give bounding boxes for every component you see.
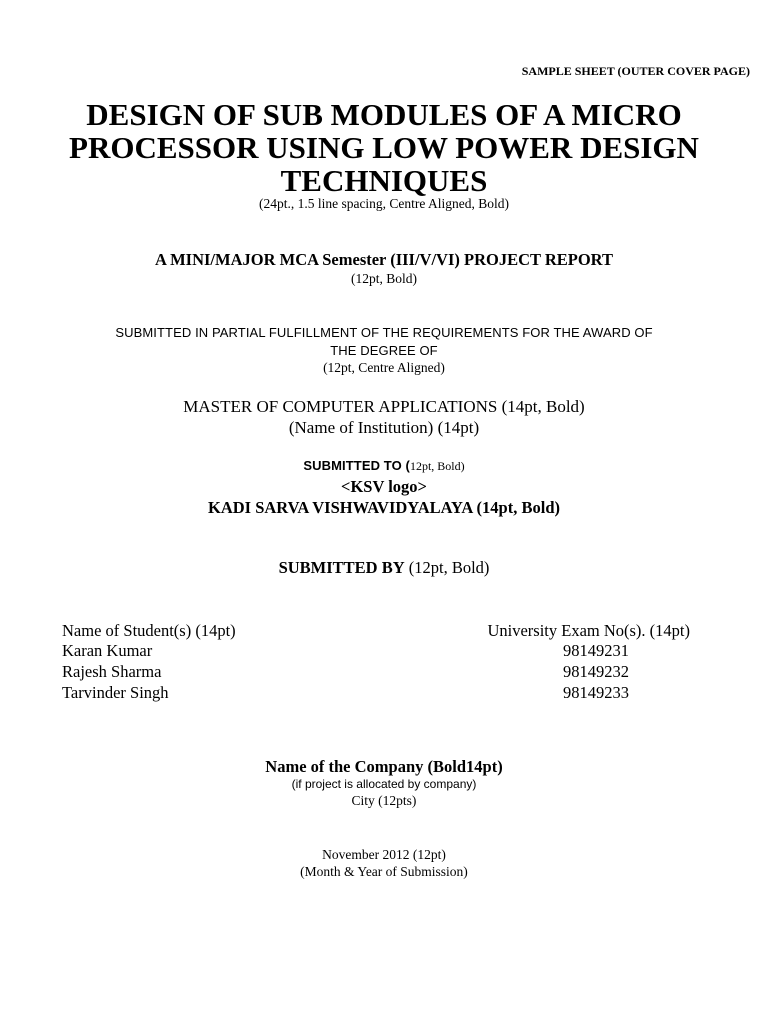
exam-number-header: University Exam No(s). (14pt) — [487, 621, 690, 640]
student-exam-number: 98149231 — [563, 641, 629, 660]
submitted-to-note: 12pt, Bold) — [409, 459, 465, 473]
university-name: KADI SARVA VISHWAVIDYALAYA (14pt, Bold) — [207, 498, 560, 517]
submitted-to-line — [0, 457, 768, 475]
degree-name — [0, 397, 768, 417]
submission-format-note: (12pt, Centre Aligned) — [323, 360, 445, 375]
student-name: Tarvinder Singh — [62, 683, 169, 702]
sample-sheet-label: SAMPLE SHEET (OUTER COVER PAGE) — [521, 64, 750, 78]
project-title — [0, 98, 768, 197]
company-note: (if project is allocated by company) — [291, 777, 477, 791]
report-heading: A MINI/MAJOR MCA Semester (III/V/VI) PROJECT REPORT — [154, 250, 614, 269]
project-title-line-1: DESIGN OF SUB MODULES OF A MICRO — [86, 97, 682, 132]
submission-line-2: THE DEGREE OF — [330, 343, 438, 358]
ksv-logo-placeholder: <KSV logo> — [341, 477, 427, 496]
student-name: Rajesh Sharma — [62, 662, 162, 681]
submission-month-year: November 2012 (12pt) — [322, 847, 446, 862]
institution-line: (Name of Institution) (14pt) — [288, 418, 480, 437]
submission-date-note: (Month & Year of Submission) — [300, 864, 468, 879]
submitted-by-note: (12pt, Bold) — [404, 558, 490, 577]
submission-line-1: SUBMITTED IN PARTIAL FULFILLMENT OF THE REQUIREMENTS FOR THE AWARD OF — [115, 325, 653, 340]
submitted-by-line — [0, 558, 768, 578]
project-title-line-2: PROCESSOR USING LOW POWER DESIGN — [69, 130, 699, 165]
company-city: City (12pts) — [351, 793, 417, 808]
report-format-note: (12pt, Bold) — [351, 271, 417, 286]
student-name: Karan Kumar — [62, 641, 153, 660]
company-name: Name of the Company (Bold14pt) — [265, 757, 503, 776]
title-format-note: (24pt., 1.5 line spacing, Centre Aligned, Bold) — [258, 196, 510, 211]
student-exam-number: 98149233 — [563, 683, 629, 702]
degree-line: MASTER OF COMPUTER APPLICATIONS (14pt, Bold) — [183, 397, 585, 416]
submitted-by-label: SUBMITTED BY — [278, 558, 405, 577]
student-exam-number: 98149232 — [563, 662, 629, 681]
student-name-header: Name of Student(s) (14pt) — [62, 621, 236, 640]
submitted-to-label: SUBMITTED TO ( — [303, 458, 410, 473]
institution-name — [0, 418, 768, 438]
project-title-line-3: TECHNIQUES — [280, 163, 488, 198]
